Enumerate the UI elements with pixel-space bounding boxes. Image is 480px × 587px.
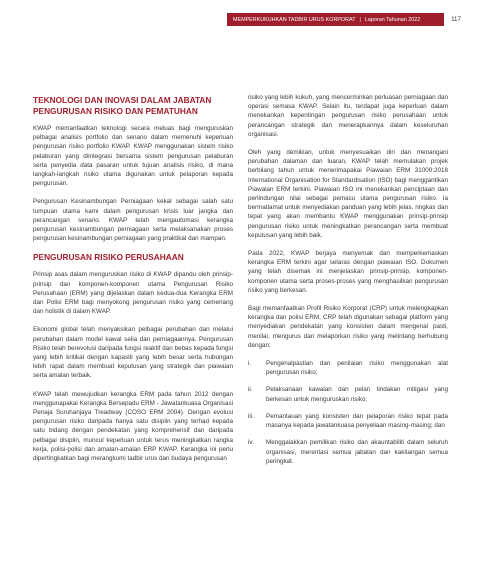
paragraph: KWAP memanfaatkan teknologi secara meluas bagi menguruskan pelbagai analisis portfolio dan senario dalam memenuhi keperluan pengurusan risiko portfolio KWAP. KWAP menggunakan sistem risiko pelaburan yang diintegrasi bersama sistem pengurusan pelaburan serta penyedia data pasaran untuk tujuan analisis risiko, di mana langkah-langkah risiko utama digunakan untuk pelaporan kepada pengurusan. [33, 125, 233, 188]
right-column [248, 93, 448, 466]
paragraph: Prinsip asas dalam menguruskan risiko di KWAP dipandu oleh prinsip-prinsip dan komponen-komponen utama Pengurusan Risiko Perusahaan (ERM) yang dijelaskan dalam kedua-dua Kerangka ERM dan Polisi ERM bagi menyokong pengurusan risiko yang cemerlang dan holistik di dalam KWAP. [33, 271, 233, 316]
paragraph: Pada 2022, KWAP berjaya menyemak dan memperkemaskan kerangka ERM terkini agar selaras dengan piawaian ISO. Dokumen yang telah disemak ini menjelaskan prinsip-prinsip, komponen-komponen utama serta proses-proses yang menghasilkan pengurusan risiko yang berkesan. [248, 250, 448, 294]
left-column [33, 95, 233, 463]
list-number: i. [248, 360, 252, 368]
header-separator: | [359, 16, 361, 23]
section-title: MEMPERKUKUHKAN TADBIR URUS KORPORAT [233, 16, 356, 23]
paragraph: risiko yang lebih kukuh, yang mencerminkan perluasan perniagaan dan operasi semasa KWAP. Selain itu, terdapat juga keperluan dalam menekankan kepentingan pengurusan risiko perusahaan untuk perancangan strategik dan menerapkannya dalam keseluruhan organisasi. [248, 94, 448, 138]
heading-technology-innovation: TEKNOLOGI DAN INOVASI DALAM JABATAN PENGURUSAN RISIKO DAN PEMATUHAN [33, 95, 212, 116]
list-text: Pelaksanaan kawalan dan pelan tindakan mitigasi yang berkesan untuk menguruskan risiko; [266, 386, 448, 403]
paragraph: Oleh yang demikian, untuk menyesuaikan diri dan menangani perubahan dalaman dan luaran, KWAP telah memulakan projek berbilang tahun untuk menerimapakai Piawaian ERM 31000:2018 International Organisation for Standardisation (ISO) bagi menggantikan Piawaian ERM terkini. Piawaian ISO ini menekankan penciptaan dan perlindungan nilai sebagai pemacu utama pengurusan risiko. Ia bermatlamat untuk menyediakan panduan yang lebih jelas, ringkas dan tepat yang akan membantu KWAP menggunakan prinsip-prinsip pengurusan risiko untuk meningkatkan perancangan serta membuat keputusan yang lebih baik. [248, 149, 448, 239]
list-text: Pemantauan yang konsisten dan pelaporan risiko tepat pada masanya kepada jawatankuasa penyeliaan masing-masing; dan [266, 412, 448, 430]
paragraph: Pengurusan Kesinambungan Perniagaan kekal sebagai salah satu tumpuan utama kami dalam pengurusan krisis luar jangka dan perancangan senario. KWAP telah mengautomasi kerangka pengurusan kesinambungan perniagaan serta melaksanakan proses pengurusan kesinambungan perniagaan yang praktikal dan mampan. [33, 198, 233, 243]
heading-enterprise-risk: PENGURUSAN RISIKO PERUSAHAAN [33, 252, 184, 263]
paragraph: Ekonomi global telah menyaksikan pelbagai perubahan dan melalui perubahan dalam model kawal selia dan perniagaannya. Pengurusan Risiko telah berevolusi daripada fungsi reaktif dan bebas kepada fungsi yang lebih kritikal dengan kapasiti yang lebih besar serta hubungan lebih rapat dalam membuat keputusan yang strategik dan piawaian serta amalan terbaik. [33, 326, 233, 380]
crp-list [248, 359, 448, 466]
paragraph: Bagi memanfaatkan Profil Risiko Korporat (CRP) untuk melengkapkan kerangka dan polisi ERM, CRP telah digunakan sebagai platform yang menyediakan pendekatan yang konsisten dalam mengenal pasti, menilai, mengurus dan melaporkan risiko yang melintang berhubung dengan: [248, 305, 448, 349]
list-number: iii. [248, 412, 254, 420]
list-item [248, 412, 448, 430]
list-text: Menggalakkan pemilikan risiko dan akauntabiliti dalam seluruh organisasi, merentasi semua jabatan dan kakitangan semua peringkat. [266, 439, 448, 465]
page-number: 117 [451, 16, 461, 23]
list-text: Pengenalpastian dan penilaian risiko menggunakan alat pengurusan risiko; [266, 360, 448, 377]
report-title: Laporan Tahunan 2022 [364, 16, 421, 23]
list-number: iv. [248, 439, 254, 447]
list-item [248, 359, 448, 377]
paragraph: KWAP telah mewujudkan kerangka ERM pada tahun 2012 dengan menggunapakai Kerangka Bersepadu ERM - Jawatankuasa Organisasi Penaja Suruhanjaya Treadway (COSO ERM 2004). Dengan evolusi pengurusan risiko daripada hanya satu disiplin yang terhad kepada satu bidang dengan pendekatan yang komprehensif dan daripada pelbagai disiplin, muncul keperluan untuk terus meningkatkan rangka kerja, polisi-polisi dan amalan-amalan ERP KWAP. Kerangka ini perlu dipertingkatkan bagi merangkumi tadbir urus dan budaya pengurusan [33, 390, 233, 463]
list-number: ii. [248, 386, 253, 394]
running-header [227, 13, 444, 26]
list-item [248, 438, 448, 466]
list-item [248, 385, 448, 403]
